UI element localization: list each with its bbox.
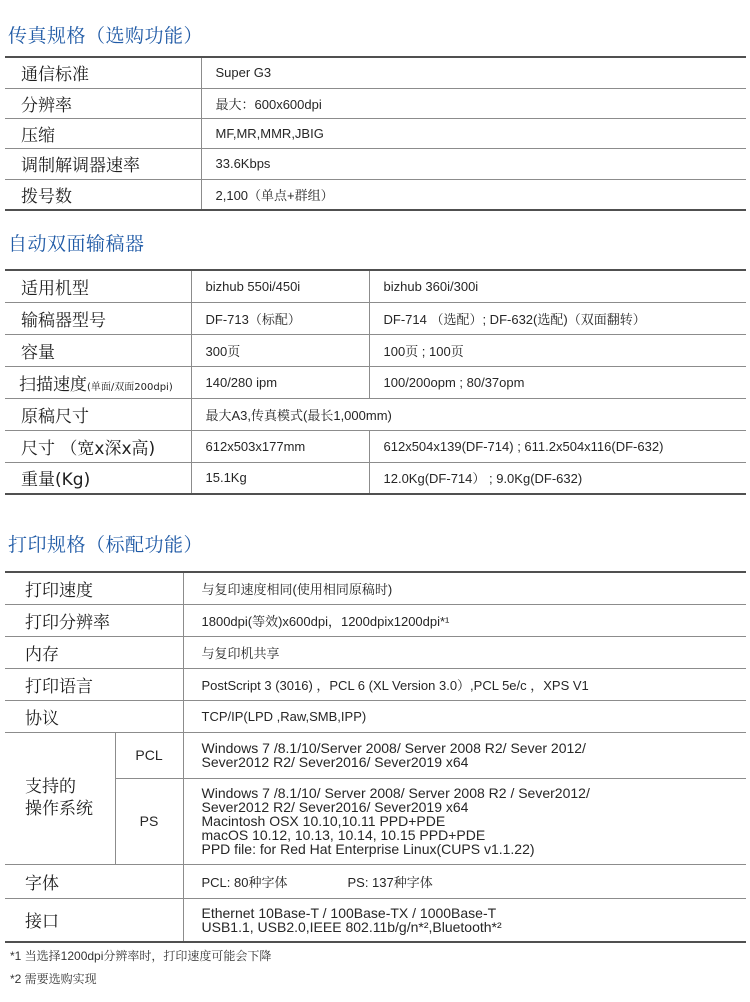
table-row <box>5 462 746 494</box>
row-label <box>5 366 191 398</box>
row-label: 内存 <box>5 636 183 668</box>
os-row-label <box>5 732 115 864</box>
table-row <box>5 778 746 864</box>
print-spec-table <box>5 571 746 943</box>
row-value: PostScript 3 (3016) ，PCL 6 (XL Version 3.0）,PCL 5e/c ，XPS V1 <box>183 668 746 700</box>
row-label: 重量(Kg) <box>5 462 191 494</box>
row-value-b: bizhub 360i/300i <box>369 270 746 302</box>
footnote-2: *2 需要选购实现 <box>10 972 97 986</box>
os-line: Sever2012 R2/ Sever2016/ Sever2019 x64 <box>201 799 469 815</box>
row-value-a: 140/280 ipm <box>191 366 369 398</box>
row-label: 分辨率 <box>5 88 201 118</box>
interface-line: Ethernet 10Base-T / 100Base-TX / 1000Base-T <box>201 904 497 921</box>
row-value-a: 300页 <box>191 334 369 366</box>
pcl-fonts: PCL: 80种字体 <box>201 874 288 890</box>
row-value-b: DF-714 （选配）; DF-632(选配)（双面翻转） <box>369 302 746 334</box>
footnote-1: *1 当选择1200dpi分辨率时，打印速度可能会下降 <box>10 949 272 963</box>
row-label: 容量 <box>5 334 191 366</box>
adf-section-title: 自动双面输稿器 <box>8 233 145 255</box>
row-value-a: bizhub 550i/450i <box>191 270 369 302</box>
row-label: 打印速度 <box>5 572 183 604</box>
os-line: Windows 7 /8.1/10/ Server 2008/ Server 2008 R2 / Sever2012/ <box>201 785 590 801</box>
os-label-line1: 支持的 <box>25 777 76 797</box>
os-line: Windows 7 /8.1/10/Server 2008/ Server 2008 R2/ Sever 2012/ <box>201 740 586 756</box>
row-value: 2,100（单点+群组） <box>201 179 746 210</box>
table-row <box>5 732 746 778</box>
row-value-b: 12.0Kg(DF-714） ; 9.0Kg(DF-632) <box>369 462 746 494</box>
row-value: 与复印机共享 <box>183 636 746 668</box>
table-row <box>5 118 746 148</box>
ps-sub-label: PS <box>115 778 183 864</box>
row-label: 通信标准 <box>5 57 201 88</box>
row-value: 1800dpi(等效)x600dpi，1200dpix1200dpi*¹ <box>183 604 746 636</box>
os-line: PPD file: for Red Hat Enterprise Linux(CUPS v1.1.22) <box>201 841 535 857</box>
row-value-a: 15.1Kg <box>191 462 369 494</box>
row-value-b: 100/200opm ; 80/37opm <box>369 366 746 398</box>
row-label: 输稿器型号 <box>5 302 191 334</box>
fonts-value <box>183 864 746 898</box>
table-row <box>5 572 746 604</box>
os-line: Macintosh OSX 10.10,10.11 PPD+PDE <box>201 813 446 829</box>
table-row <box>5 430 746 462</box>
row-value: TCP/IP(LPD ,Raw,SMB,IPP) <box>183 700 746 732</box>
print-section-title: 打印规格（标配功能） <box>8 534 204 556</box>
row-value: Super G3 <box>201 57 746 88</box>
os-line: Sever2012 R2/ Sever2016/ Sever2019 x64 <box>201 754 469 770</box>
row-label: 调制解调器速率 <box>5 148 201 179</box>
table-row <box>5 700 746 732</box>
row-label: 尺寸 （宽x深x高) <box>5 430 191 462</box>
table-row <box>5 179 746 210</box>
row-value: 最大A3,传真模式(最长1,000mm) <box>191 398 746 430</box>
table-row <box>5 302 746 334</box>
os-label-line2: 操作系统 <box>25 799 93 819</box>
row-value-a: DF-713（标配） <box>191 302 369 334</box>
table-row <box>5 334 746 366</box>
row-value-b: 612x504x139(DF-714) ; 611.2x504x116(DF-632) <box>369 430 746 462</box>
row-value-a: 612x503x177mm <box>191 430 369 462</box>
table-row <box>5 898 746 942</box>
scan-speed-sublabel: (单面/双面200dpi) <box>87 381 173 393</box>
table-row <box>5 636 746 668</box>
table-row <box>5 88 746 118</box>
row-label: 接口 <box>5 898 183 942</box>
table-row <box>5 148 746 179</box>
table-row <box>5 398 746 430</box>
row-value-b: 100页 ; 100页 <box>369 334 746 366</box>
table-row <box>5 668 746 700</box>
table-row <box>5 604 746 636</box>
row-label: 压缩 <box>5 118 201 148</box>
table-row <box>5 864 746 898</box>
fax-spec-table <box>5 56 746 211</box>
row-label: 原稿尺寸 <box>5 398 191 430</box>
row-value: 与复印速度相同(使用相同原稿时) <box>183 572 746 604</box>
row-label: 适用机型 <box>5 270 191 302</box>
pcl-os-list <box>183 732 746 778</box>
interface-value <box>183 898 746 942</box>
ps-os-list <box>183 778 746 864</box>
row-label: 打印分辨率 <box>5 604 183 636</box>
row-label: 拨号数 <box>5 179 201 210</box>
fax-section-title: 传真规格（选购功能） <box>8 25 204 47</box>
scan-speed-label: 扫描速度 <box>19 374 87 395</box>
row-label: 字体 <box>5 864 183 898</box>
row-value: 33.6Kbps <box>201 148 746 179</box>
table-row <box>5 57 746 88</box>
row-label: 协议 <box>5 700 183 732</box>
ps-fonts: PS: 137种字体 <box>347 874 433 890</box>
pcl-sub-label: PCL <box>115 732 183 778</box>
table-row <box>5 270 746 302</box>
row-value: 最大：600x600dpi <box>201 88 746 118</box>
row-label: 打印语言 <box>5 668 183 700</box>
os-line: macOS 10.12, 10.13, 10.14, 10.15 PPD+PDE <box>201 827 486 843</box>
adf-spec-table <box>5 269 746 495</box>
interface-line: USB1.1, USB2.0,IEEE 802.11b/g/n*²,Bluetooth*² <box>201 918 502 935</box>
table-row <box>5 366 746 398</box>
row-value: MF,MR,MMR,JBIG <box>201 118 746 148</box>
